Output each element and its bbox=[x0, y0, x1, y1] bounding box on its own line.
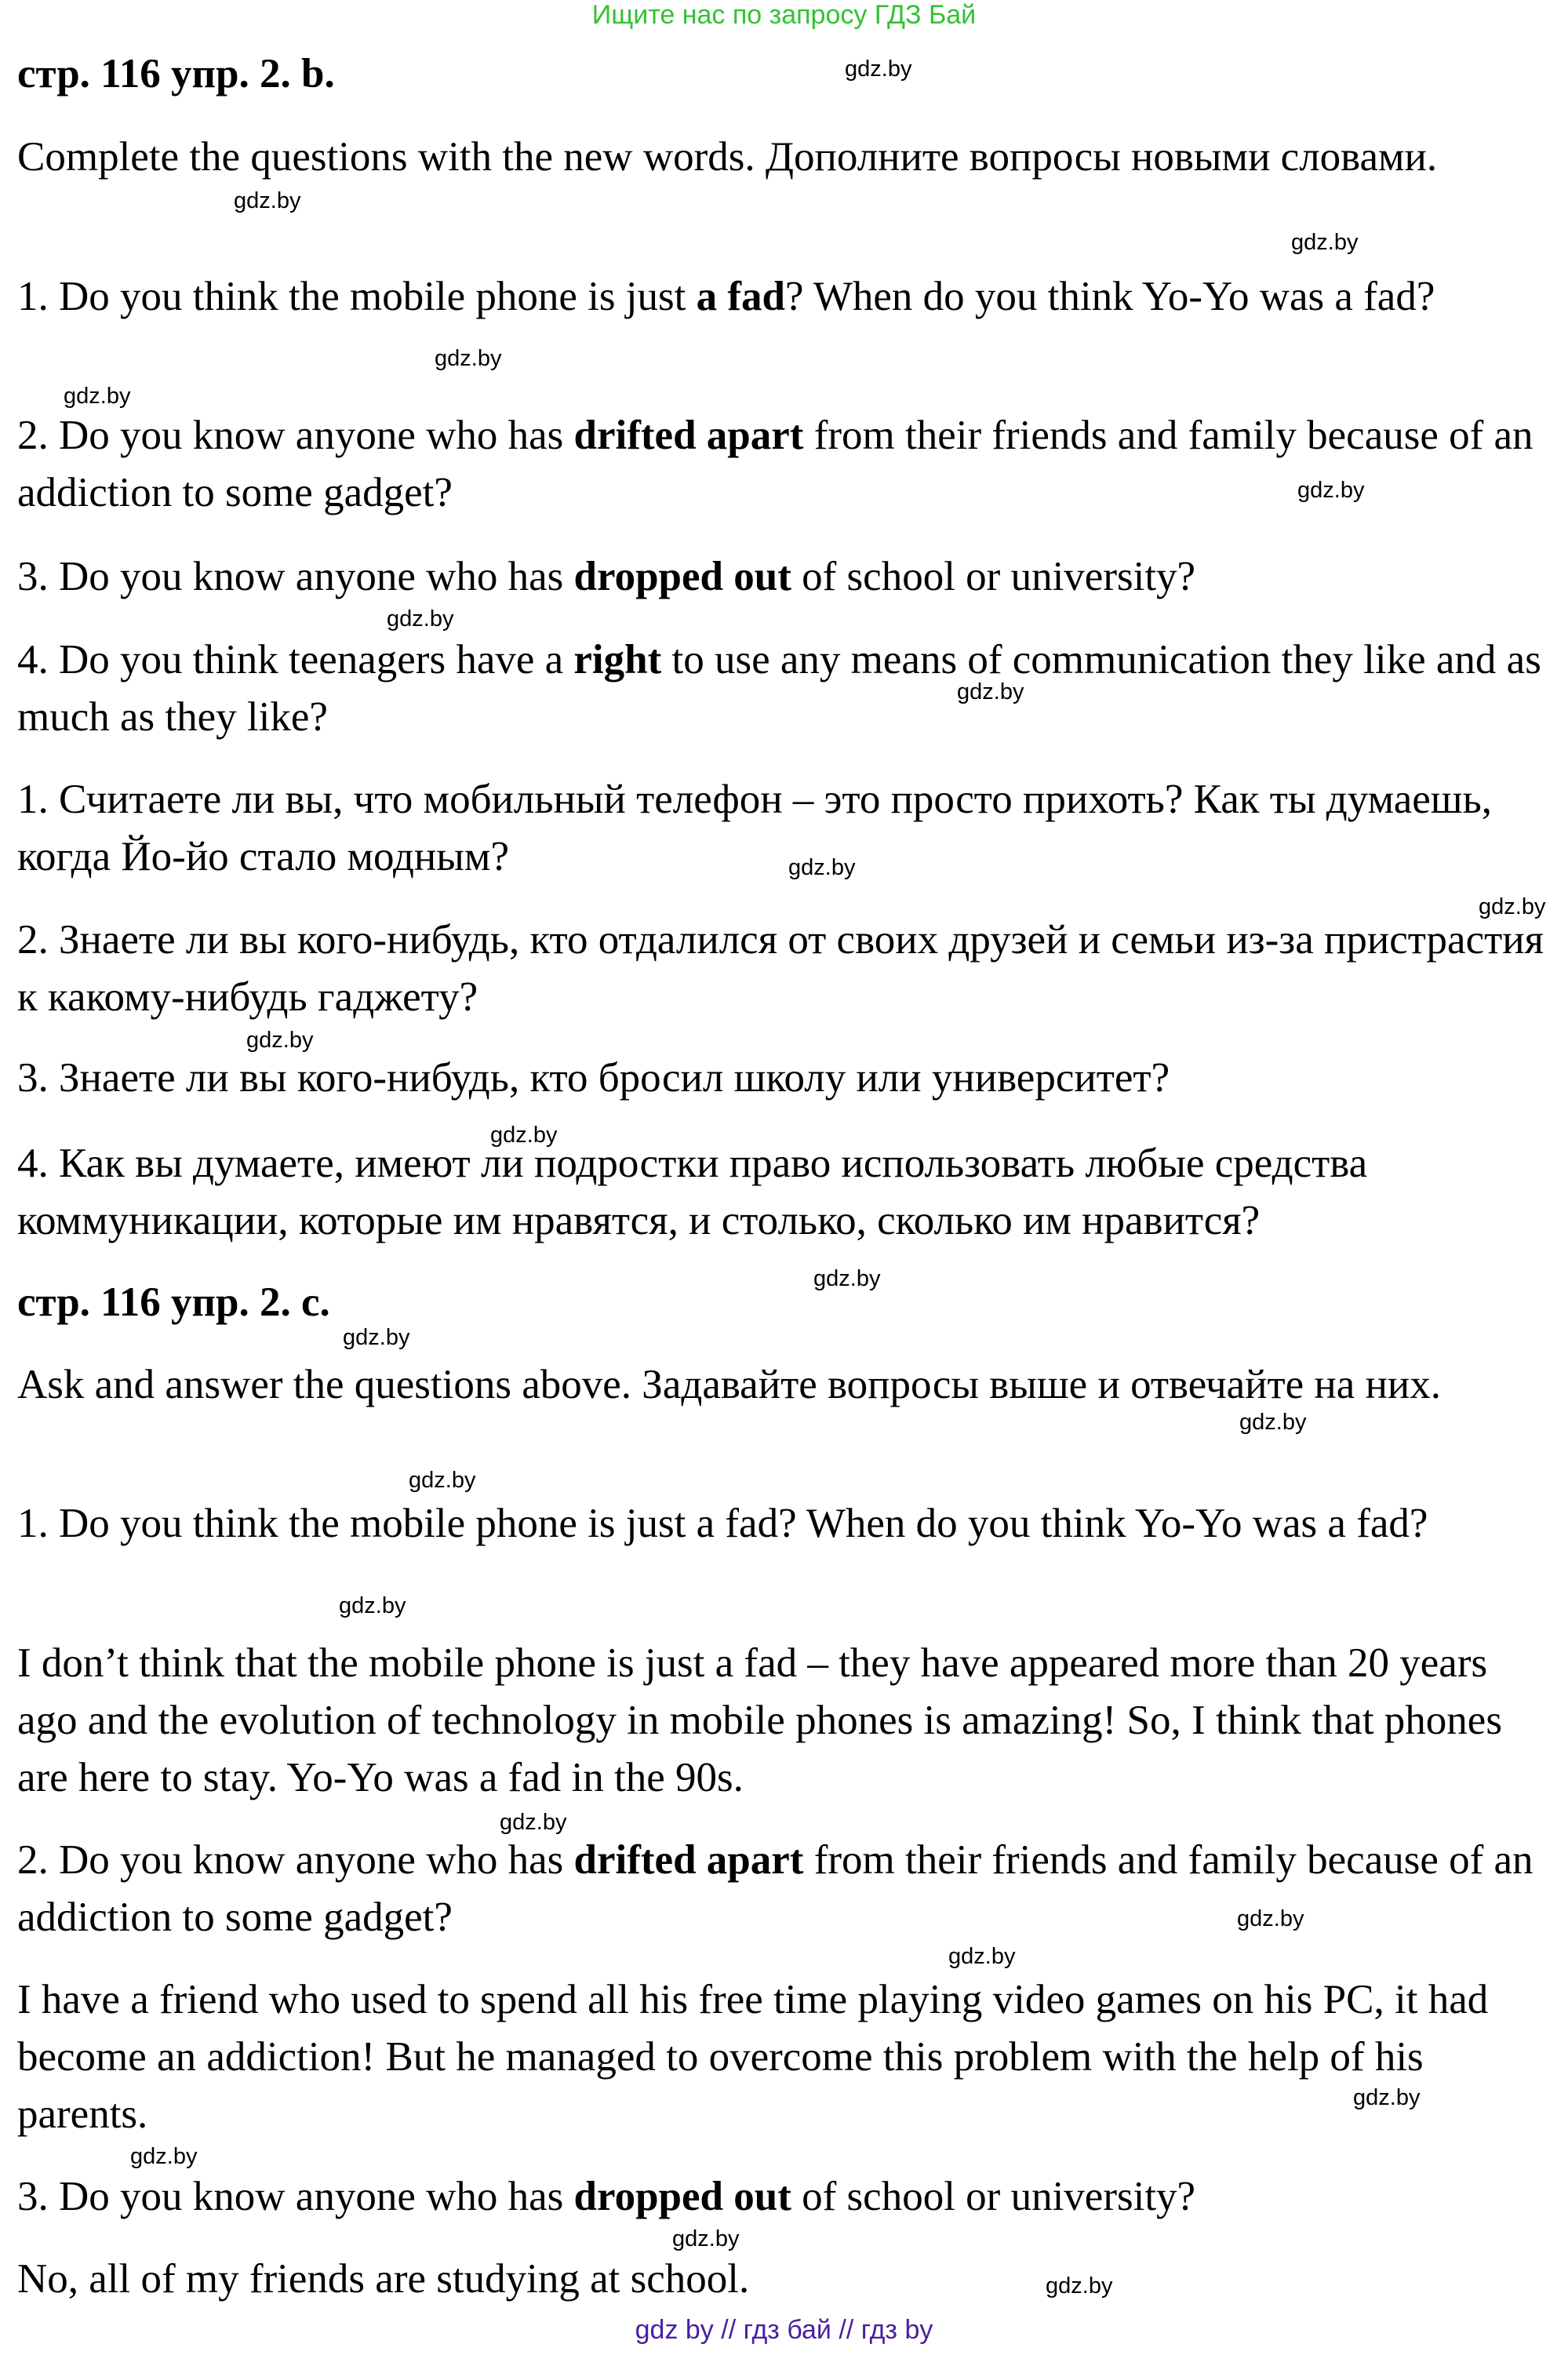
section-b-question-4: 4. Do you think teenagers have a right to use any means of communication they like and as much as they like? bbox=[17, 637, 1541, 740]
watermark: gdz.by bbox=[1291, 230, 1359, 255]
section-b-instruction: Complete the questions with the new words. Дополните вопросы новыми словами. bbox=[17, 134, 1438, 180]
section-c-question-2: 2. Do you know anyone who has drifted apart from their friends and family because of an addiction to some gadget? bbox=[17, 1837, 1533, 1940]
translation-4: 4. Как вы думаете, имеют ли подростки право использовать любые средства коммуникации, которые им нравятся, и столько, сколько им нравится? bbox=[17, 1141, 1368, 1243]
watermark: gdz.by bbox=[1046, 2273, 1113, 2299]
watermark: gdz.by bbox=[1479, 894, 1546, 919]
section-c-heading: стр. 116 упр. 2. с. bbox=[17, 1279, 330, 1325]
section-b-question-1: 1. Do you think the mobile phone is just a fad? When do you think Yo-Yo was a fad? bbox=[17, 274, 1435, 319]
watermark: gdz.by bbox=[845, 56, 912, 82]
section-b-question-3: 3. Do you know anyone who has dropped out of school or university? bbox=[17, 554, 1196, 599]
section-b-heading: стр. 116 упр. 2. b. bbox=[17, 51, 335, 96]
section-b-question-2: 2. Do you know anyone who has drifted apart from their friends and family because of an addiction to some gadget? bbox=[17, 413, 1533, 515]
section-c-question-1: 1. Do you think the mobile phone is just a fad? When do you think Yo-Yo was a fad? bbox=[17, 1501, 1428, 1546]
answer-1: I don’t think that the mobile phone is just a fad – they have appeared more than 20 years ago and the evolution of technology in mobile phones is amazing! So, I think that phones are here to stay. Yo-Yo was a fad in the 90s. bbox=[17, 1640, 1502, 1800]
watermark: gdz.by bbox=[339, 1593, 406, 1618]
watermark: gdz.by bbox=[957, 679, 1024, 704]
watermark: gdz.by bbox=[1237, 1906, 1304, 1931]
watermark: gdz.by bbox=[387, 606, 454, 632]
watermark: gdz.by bbox=[1297, 478, 1365, 503]
watermark: gdz.by bbox=[64, 384, 131, 409]
watermark: gdz.by bbox=[1353, 2085, 1421, 2110]
watermark: gdz.by bbox=[672, 2226, 740, 2251]
watermark: gdz.by bbox=[246, 1028, 314, 1053]
watermark: gdz.by bbox=[234, 188, 301, 213]
answer-3: No, all of my friends are studying at school. bbox=[17, 2256, 750, 2302]
watermark: gdz.by bbox=[343, 1325, 410, 1350]
answer-2: I have a friend who used to spend all his free time playing video games on his PC, it had become an addiction! But he managed to overcome this problem with the help of his parents. bbox=[17, 1977, 1489, 2137]
translation-3: 3. Знаете ли вы кого-нибудь, кто бросил школу или университет? bbox=[17, 1055, 1170, 1101]
watermark: gdz.by bbox=[130, 2144, 198, 2169]
watermark: gdz.by bbox=[500, 1810, 567, 1835]
translation-2: 2. Знаете ли вы кого-нибудь, кто отдалился от своих друзей и семьи из-за пристрастия к какому-нибудь гаджету? bbox=[17, 917, 1544, 1020]
section-c-question-3: 3. Do you know anyone who has dropped out of school or university? bbox=[17, 2174, 1196, 2219]
section-c-instruction: Ask and answer the questions above. Задавайте вопросы выше и отвечайте на них. bbox=[17, 1362, 1442, 1407]
watermark: gdz.by bbox=[490, 1123, 558, 1148]
watermark: gdz.by bbox=[1239, 1410, 1307, 1435]
watermark: gdz.by bbox=[409, 1468, 476, 1493]
top-search-link[interactable]: Ищите нас по запросу ГДЗ Бай bbox=[591, 0, 977, 30]
watermark: gdz.by bbox=[788, 855, 856, 880]
bottom-site-links[interactable]: gdz by // гдз бай // гдз by bbox=[635, 2315, 933, 2345]
watermark: gdz.by bbox=[435, 346, 502, 371]
watermark: gdz.by bbox=[813, 1266, 881, 1291]
translation-1: 1. Считаете ли вы, что мобильный телефон – это просто прихоть? Как ты думаешь, когда Йо-йо стало модным? bbox=[17, 777, 1493, 879]
watermark: gdz.by bbox=[948, 1944, 1016, 1969]
